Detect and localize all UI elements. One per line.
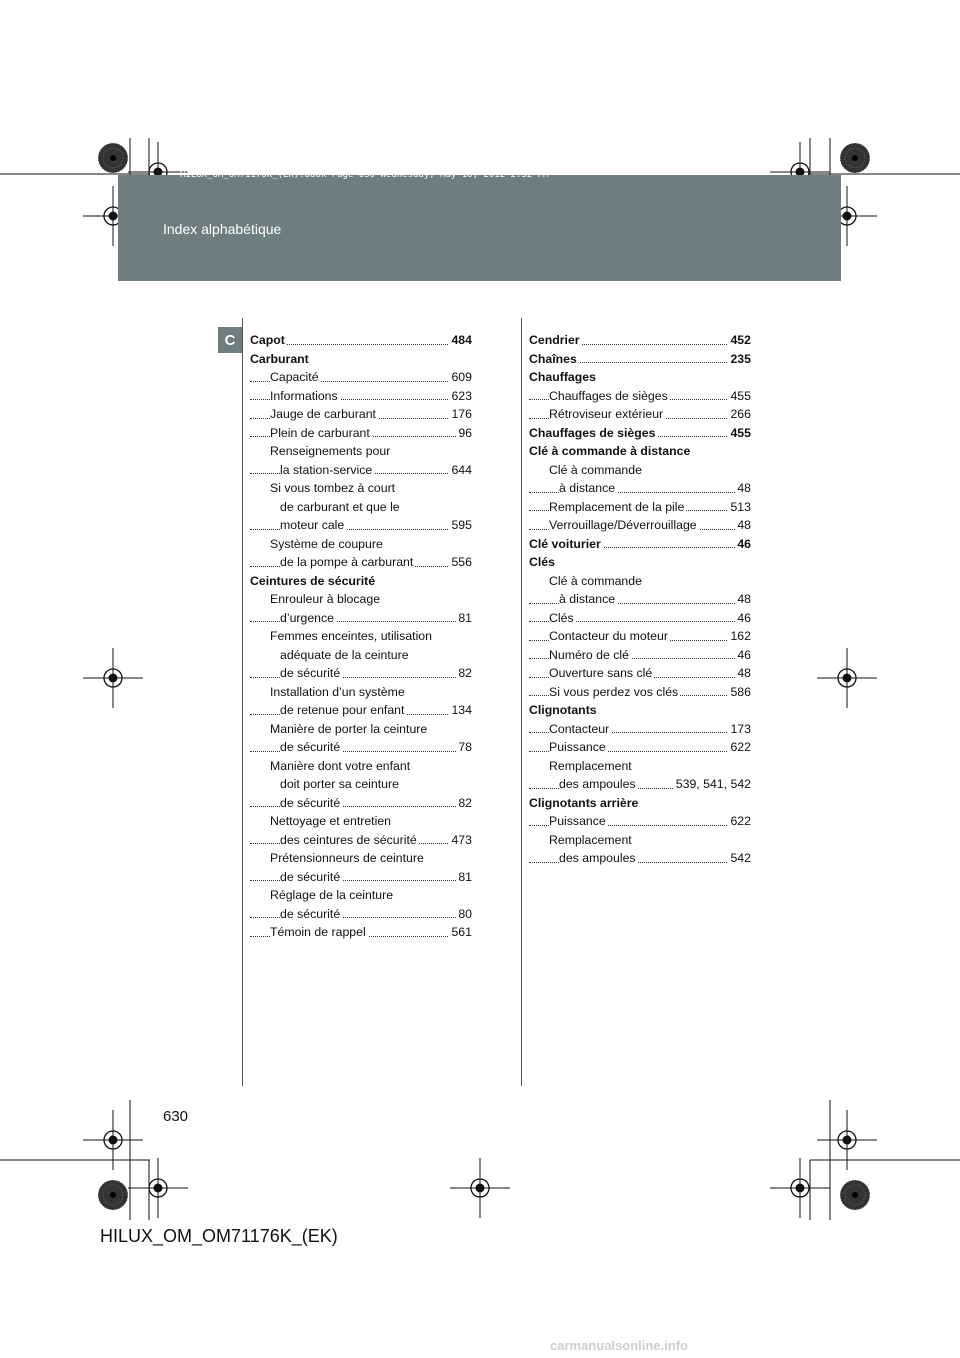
registration-cross-icon: [817, 648, 877, 708]
index-entry-page: 622: [728, 812, 751, 831]
index-entry: [250, 923, 472, 942]
registration-cross-icon: [817, 1110, 877, 1170]
index-entry: [529, 368, 751, 387]
index-entry-text: Chauffages de sièges: [549, 388, 668, 403]
index-entry-page: 586: [728, 683, 751, 702]
index-entry-text: d’urgence: [280, 610, 335, 625]
index-entry: [529, 664, 751, 683]
index-entry: [250, 886, 472, 905]
registration-star-icon: [840, 143, 870, 173]
index-entry: [529, 461, 751, 480]
index-entry-page: 46: [735, 535, 751, 554]
registration-star-icon: [840, 1180, 870, 1210]
registration-star-icon: [98, 143, 128, 173]
index-entry: [529, 331, 751, 350]
index-entry: [250, 572, 472, 591]
index-entry-page: 539, 541, 542: [674, 775, 751, 794]
index-entry: [250, 683, 472, 702]
index-entry-text: à distance: [559, 592, 616, 606]
index-entry: [529, 849, 751, 868]
index-entry-text: Système de coupure: [270, 536, 383, 551]
index-entry-text: de sécurité: [280, 740, 341, 754]
index-entry-text: Cendrier: [529, 333, 580, 347]
index-entry-text: doit porter sa ceinture: [280, 777, 399, 791]
index-entry-page: 82: [456, 664, 472, 683]
index-entry: [529, 683, 751, 702]
column-divider-middle: [521, 318, 522, 1086]
index-entry: [250, 868, 472, 887]
index-entry-text: Clignotants: [529, 703, 597, 717]
index-column-left: [250, 331, 472, 942]
index-entry-text: moteur cale: [280, 518, 345, 532]
index-entry: [250, 424, 472, 443]
index-entry: [250, 368, 472, 387]
document-code: HILUX_OM_OM71176K_(EK): [100, 1226, 338, 1246]
index-entry: [250, 794, 472, 813]
index-entry-text: Carburant: [250, 351, 309, 366]
index-entry: [250, 331, 472, 350]
index-entry: [250, 350, 472, 369]
index-entry-page: 452: [728, 331, 751, 350]
index-entry-page: 176: [449, 405, 472, 424]
index-entry-page: 96: [456, 424, 472, 443]
index-entry: [529, 516, 751, 535]
index-entry-text: Remplacement de la pile: [549, 499, 685, 514]
index-entry: [250, 701, 472, 720]
index-entry: [529, 442, 751, 461]
book-stamp: HILUX_OM_OM71176K_(EK).book Page 630 Wednesday, May 16, 2012 2:32 PM: [180, 170, 549, 180]
index-entry: [529, 387, 751, 406]
index-entry: [529, 553, 751, 572]
index-entry-text: Si vous tombez à court: [270, 481, 396, 495]
index-entry-text: Installation d’un système: [270, 684, 405, 699]
index-entry: [529, 479, 751, 498]
index-entry: [250, 646, 472, 665]
index-entry-page: 513: [728, 498, 751, 517]
index-entry-page: 622: [728, 738, 751, 757]
index-entry: [529, 572, 751, 591]
index-entry: [250, 831, 472, 850]
index-entry: [529, 720, 751, 739]
index-entry-page: 48: [735, 516, 751, 535]
index-entry-page: 48: [735, 664, 751, 683]
index-entry-page: 162: [728, 627, 751, 646]
index-entry-text: Si vous perdez vos clés: [549, 684, 679, 699]
index-entry: [250, 812, 472, 831]
index-entry-text: Puissance: [549, 740, 606, 754]
index-entry-text: adéquate de la ceinture: [280, 647, 409, 662]
index-entry: [529, 757, 751, 776]
index-entry-text: de sécurité: [280, 795, 341, 810]
index-entry-text: Plein de carburant: [270, 425, 370, 440]
index-entry-page: 455: [728, 387, 751, 406]
index-entry-page: 484: [449, 331, 472, 350]
page-number: 630: [163, 1108, 189, 1125]
index-entry: [250, 516, 472, 535]
index-entry-text: Témoin de rappel: [270, 925, 366, 939]
index-entry-page: 644: [449, 461, 472, 480]
index-entry: [529, 535, 751, 554]
index-entry: [529, 498, 751, 517]
index-entry-text: Réglage de la ceinture: [270, 888, 394, 902]
watermark: carmanualsonline.info: [550, 1338, 688, 1353]
index-entry-page: 556: [449, 553, 472, 572]
index-entry: [250, 905, 472, 924]
index-entry-text: Contacteur: [549, 721, 610, 736]
index-entry-page: 595: [449, 516, 472, 535]
index-entry-page: 46: [735, 609, 751, 628]
registration-cross-icon: [83, 648, 143, 708]
index-entry-text: Informations: [270, 388, 338, 403]
index-entry-text: de sécurité: [280, 666, 341, 680]
index-entry: [529, 627, 751, 646]
index-entry-page: 542: [728, 849, 751, 868]
index-entry-text: des ampoules: [559, 777, 636, 791]
index-entry-text: Jauge de carburant: [270, 407, 376, 421]
index-entry-text: Remplacement: [549, 758, 632, 773]
index-entry-text: de la pompe à carburant: [280, 555, 414, 569]
index-entry-page: 455: [728, 424, 751, 443]
index-entry-page: 48: [735, 590, 751, 609]
registration-cross-icon: [128, 1158, 188, 1218]
index-entry-page: 48: [735, 479, 751, 498]
registration-cross-icon: [770, 1158, 830, 1218]
index-entry-text: des ceintures de sécurité: [280, 832, 417, 847]
index-entry-page: 46: [735, 646, 751, 665]
index-entry-text: la station-service: [280, 462, 373, 477]
index-entry: [529, 831, 751, 850]
index-entry: [250, 720, 472, 739]
index-entry: [250, 627, 472, 646]
index-entry-text: Chauffages de sièges: [529, 425, 656, 440]
index-entry-text: Capot: [250, 333, 285, 347]
index-entry-page: 173: [728, 720, 751, 739]
index-entry-page: 134: [449, 701, 472, 720]
registration-cross-icon: [83, 1110, 143, 1170]
section-letter-tab: C: [218, 327, 242, 353]
index-entry: [529, 424, 751, 443]
index-entry-page: 473: [449, 831, 472, 850]
index-entry-page: 81: [456, 868, 472, 887]
index-entry: [529, 701, 751, 720]
index-entry: [250, 738, 472, 757]
index-entry: [529, 794, 751, 813]
index-entry-text: Renseignements pour: [270, 444, 391, 458]
index-column-right: [529, 331, 751, 868]
registration-star-icon: [98, 1180, 128, 1210]
index-entry-text: Remplacement: [549, 832, 632, 847]
index-entry: [250, 442, 472, 461]
index-entry-text: Clé voiturier: [529, 536, 601, 551]
page-title: Index alphabétique: [163, 221, 282, 237]
index-entry-text: de carburant et que le: [280, 499, 400, 514]
index-entry: [529, 775, 751, 794]
index-entry-text: Clé à commande: [549, 462, 642, 477]
index-entry-text: Clés: [549, 610, 574, 625]
index-entry: [250, 553, 472, 572]
index-entry-text: Verrouillage/Déverrouillage: [549, 518, 697, 532]
index-entry-text: Chaînes: [529, 351, 577, 366]
index-entry: [529, 646, 751, 665]
index-entry: [529, 405, 751, 424]
index-entry-text: Prétensionneurs de ceinture: [270, 851, 424, 865]
index-entry: [250, 757, 472, 776]
index-entry-text: des ampoules: [559, 851, 636, 865]
index-entry-text: Clignotants arrière: [529, 795, 639, 810]
index-entry-text: Numéro de clé: [549, 647, 629, 662]
index-entry: [250, 405, 472, 424]
index-entry: [250, 387, 472, 406]
index-entry-page: 235: [728, 350, 751, 369]
index-entry-text: Clés: [529, 555, 555, 569]
index-entry-text: Capacité: [270, 370, 319, 384]
index-entry-text: Puissance: [549, 814, 606, 828]
index-entry-page: 80: [456, 905, 472, 924]
index-entry: [250, 590, 472, 609]
index-entry: [250, 498, 472, 517]
index-entry: [529, 590, 751, 609]
index-entry: [529, 738, 751, 757]
index-entry-page: 81: [456, 609, 472, 628]
index-entry: [250, 664, 472, 683]
index-entry: [529, 812, 751, 831]
index-entry-text: de retenue pour enfant: [280, 703, 405, 717]
index-entry-text: Chauffages: [529, 370, 596, 384]
index-entry-page: 266: [728, 405, 751, 424]
index-entry: [529, 609, 751, 628]
index-entry-text: Rétroviseur extérieur: [549, 407, 664, 421]
index-entry-page: 78: [456, 738, 472, 757]
index-entry-text: Contacteur du moteur: [549, 629, 668, 643]
index-entry: [250, 849, 472, 868]
index-entry-text: Manière de porter la ceinture: [270, 721, 428, 736]
index-entry-page: 623: [449, 387, 472, 406]
index-entry: [250, 609, 472, 628]
index-entry-text: Enrouleur à blocage: [270, 592, 381, 606]
index-entry-page: 82: [456, 794, 472, 813]
index-entry: [250, 461, 472, 480]
index-entry-text: à distance: [559, 481, 616, 495]
index-entry-text: Femmes enceintes, utilisation: [270, 629, 432, 643]
index-entry-text: Nettoyage et entretien: [270, 814, 391, 828]
index-entry-text: Ouverture sans clé: [549, 666, 653, 680]
registration-cross-icon: [450, 1158, 510, 1218]
index-entry-text: Clé à commande à distance: [529, 444, 691, 458]
index-entry: [250, 479, 472, 498]
index-entry-text: Ceintures de sécurité: [250, 573, 376, 588]
column-divider-left: [242, 318, 243, 1086]
index-entry-page: 609: [449, 368, 472, 387]
index-entry-text: de sécurité: [280, 906, 341, 921]
index-entry-text: Manière dont votre enfant: [270, 758, 411, 773]
index-entry-page: 561: [449, 923, 472, 942]
index-entry: [250, 775, 472, 794]
index-entry: [529, 350, 751, 369]
index-entry-text: de sécurité: [280, 869, 341, 884]
index-entry: [250, 535, 472, 554]
index-entry-text: Clé à commande: [549, 573, 642, 588]
